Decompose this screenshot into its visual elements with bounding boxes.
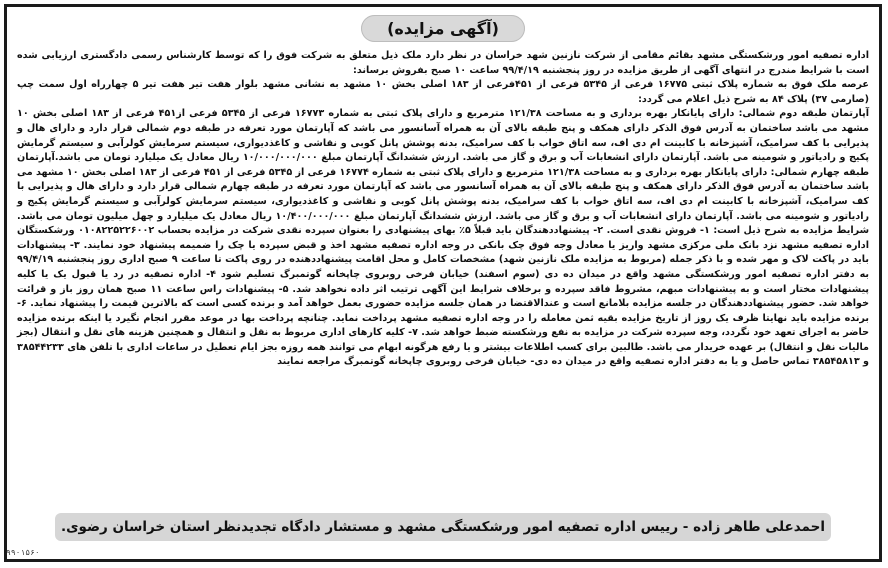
notice-paragraph-intro: اداره تصفیه امور ورشکستگی مشهد بقائم مقامی از شرکت نازنین شهد خراسان در نظر دارد ملک ذیل متعلق به شرکت فوق را که توسط کارشناس رسمی دادگستری ارزیابی شده است با شرایط مندرج در انتهای آگهی از طریق مزایده در روز پنجشنبه ۹۹/۴/۱۹ ساعت ۱۰ صبح بفروش برساند: [17, 50, 869, 76]
notice-body [17, 49, 869, 370]
signature-bar [55, 513, 831, 541]
notice-code: ۹۹۰۱۵۶۰ [6, 548, 40, 557]
notice-title: (آگهی مزایده) [361, 15, 525, 42]
notice-frame [4, 4, 882, 562]
signature-text: احمدعلی طاهر زاده - رییس اداره تصفیه امور ورشکستگی مشهد و مستشار دادگاه تجدیدنظر استان خراسان رضوی. [61, 519, 825, 535]
notice-paragraph-property: عرصه ملک فوق به شماره پلاک ثبتی ۱۶۷۷۵ فرعی از ۵۳۴۵ فرعی از ۴۵۱فرعی از ۱۸۳ اصلی بخش ۱۰ مشهد به نشانی مشهد بلوار هفت تیر هفت تیر ۵ چهارراه اول سمت چپ (صارمی ۳۷) پلاک ۸۴ به شرح ذیل اعلام می گردد: [17, 79, 869, 105]
notice-paragraph-details: آپارتمان طبقه دوم شمالی: دارای پایانکار بهره برداری و به مساحت ۱۲۱/۳۸ مترمربع و دارای پلاک ثبتی به شماره ۱۶۷۷۳ فرعی از ۵۳۴۵ فرعی از۴۵۱ فرعی از ۱۸۳ اصلی بخش ۱۰ مشهد می باشد ساختمان به آدرس فوق الذکر دارای همکف و پنج طبقه بالای آن به همراه آسانسور می باشد که آپارتمان مورد تعرفه در طبقه دوم شمالی قرار دارد و دارای هال و پذیرایی با کف سرامیک، آشپزخانه با کابینت ام دی اف، سه اتاق خواب با کف سرامیک، بدنه پوشش پانل کوبی و نقاشی و کاغذدیواری، سیستم سرمایش کولرآبی و سیستم گرمایش پکیج و رادیاتور و شومینه می باشد. آپارتمان دارای انشعابات آب و برق و گاز می باشد. ارزش ششدانگ آپارتمان مبلغ ۱۰/۰۰۰/۰۰۰/۰۰۰ ریال معادل یک میلیارد تومان می باشد.آپارتمان طبقه چهارم شمالی: دارای پایانکار بهره برداری و به مساحت ۱۲۱/۳۸ مترمربع و دارای پلاک ثبتی به شماره ۱۶۷۷۴ فرعی از ۵۳۴۵ فرعی از ۴۵۱ فرعی از ۱۸۳ اصلی بخش ۱۰ مشهد می باشد ساختمان به آدرس فوق الذکر دارای همکف و پنج طبقه بالای آن به همراه آسانسور می باشد که آپارتمان مورد تعرفه در طبقه چهارم شمالی قرار دارد و دارای هال و پذیرایی با کف سرامیک، آشپزخانه با کابینت ام دی اف، سه اتاق خواب با کف سرامیک، بدنه پوشش پانل کوبی و نقاشی و کاغذدیواری، سیستم سرمایش کولرآبی و سیستم گرمایش پکیج و رادیاتور و شومینه می باشد. آپارتمان دارای انشعابات آب و برق و گاز می باشد. ارزش ششدانگ آپارتمان مبلغ ۱۰/۴۰۰/۰۰۰/۰۰۰ ریال معادل یک میلیارد و چهل میلیون تومان می باشد. شرایط مزایده به شرح ذیل است: ۱- فروش نقدی است. ۲- پیشنهاددهندگان باید قبلاً ۵٪ بهای پیشنهادی را بعنوان سپرده نقدی شرکت در مزایده بحساب ۰۱۰۸۲۲۵۲۲۶۰۰۲ ورشکستگان اداره تصفیه مشهد نزد بانک ملی مرکزی مشهد واریز یا معادل وجه فوق چک بانکی در وجه اداره تصفیه مشهد اخذ و قبض سپرده یا چک را ضمیمه پیشنهاد خود نمایند. ۳- پیشنهادات باید در پاکت لاک و مهر شده و با ذکر جمله (مربوط به مزایده ملک نازنین شهد) مشخصات کامل و محل اقامت پیشنهاددهنده در روی پاکت تا ساعت ۹ صبح اداری روز پنجشنبه ۹۹/۴/۱۹ به دفتر اداره تصفیه امور ورشکستگی مشهد واقع در میدان ده دی (سوم اسفند) خیابان فرخی روبروی چاپخانه گوتمبرگ تسلیم شود ۴- اداره تصفیه در رد یا قبول یک یا کلیه پیشنهادات مختار است و به پیشنهادات مبهم، مشروط فاقد سپرده و برخلاف شرایط این آگهی ترتیب اثر داده نخواهد شد. ۵- پیشنهادات راس ساعت ۱۱ صبح همان روز باز و قرائت خواهد شد. حضور پیشنهاددهندگان در جلسه مزایده بلامانع است و عندالاقتضا در همان جلسه مزایده حضوری بعمل خواهد آمد و برنده کسی است که بالاترین قیمت را پیشنهاد نماید. ۶- برنده مزایده باید نهایتا ظرف یک روز از تاریخ مزایده بقیه ثمن معامله را در وجه اداره تصفیه مشهد پرداخت نماید. چنانچه پرداخت بها در موعد مقرر انجام نگیرد یا اینکه برنده مزایده حاضر به اجرای تعهد خود نگردد، وجه سپرده شرکت در مزایده به نفع ورشکسته ضبط خواهد شد. ۷- کلیه کارهای اداری مربوط به نقل و انتقال و همچنین هزینه های نقل و انتقال (بجز مالیات نقل و انتقال) بر عهده خریدار می باشد. طالبین برای کسب اطلاعات بیشتر و یا رفع هرگونه ابهام می توانند همه روزه بجز ایام تعطیل در ساعات اداری با تلفن های ۳۸۵۴۴۲۳۳ و ۳۸۵۴۵۸۱۳ تماس حاصل و یا به دفتر اداره تصفیه واقع در میدان ده دی- خیابان فرخی روبروی چاپخانه گوتمبرگ مراجعه نمایند [17, 108, 870, 368]
title-wrap [7, 15, 879, 42]
